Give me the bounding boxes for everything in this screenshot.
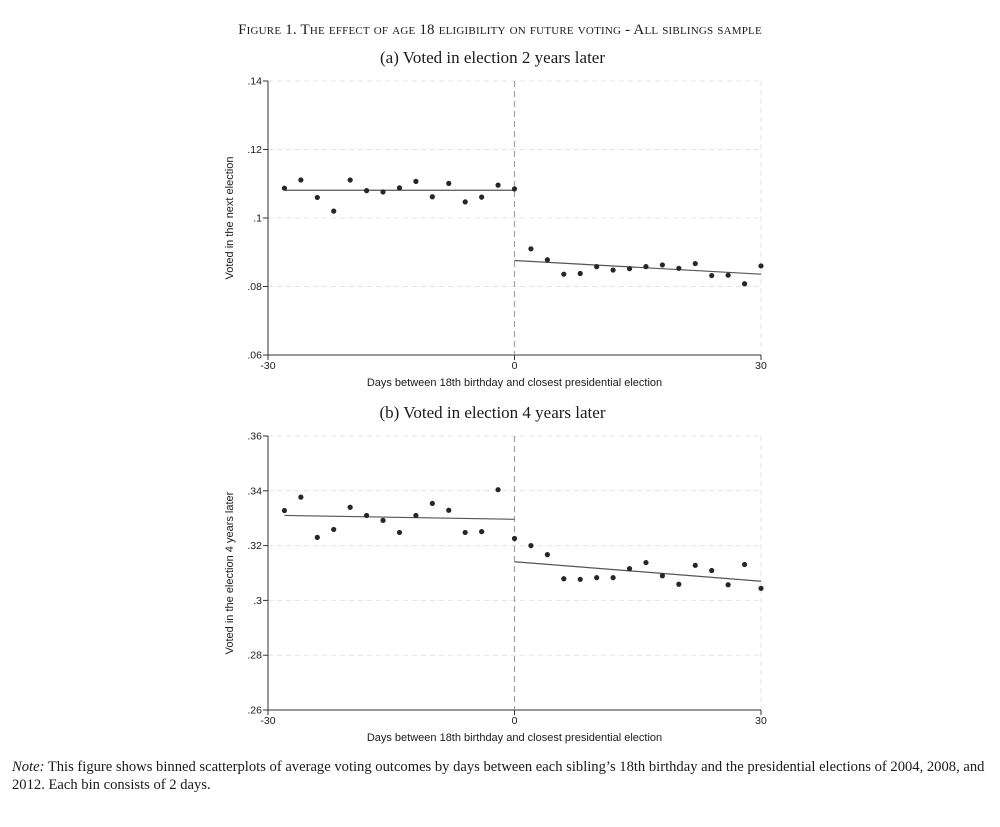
x-tick-label: -30 [260,360,276,372]
data-point [413,179,418,184]
x-tick-label: 0 [511,360,518,372]
data-point [611,575,616,580]
data-point [413,513,418,518]
data-point [512,186,517,191]
note-text: This figure shows binned scatterplots of average voting outcomes by days between each sibling’s 18th birthday and the presidential elections of 2004, 2008, and 2012. Each bin consists of 2 days. [12,759,985,793]
fit-line-right [515,562,762,581]
data-point [611,267,616,272]
y-tick-label: .26 [247,704,262,717]
x-tick-label: 30 [755,715,767,727]
data-point [561,272,566,277]
figure-title: Figure 1. The effect of age 18 eligibility on future voting - All siblings sample [238,22,762,38]
figure-note [12,758,987,794]
data-point [315,195,320,200]
data-point [430,194,435,199]
fit-line-left [284,515,514,519]
note-label: Note: [12,759,45,775]
y-tick-label: .32 [247,540,262,553]
data-point [298,495,303,500]
data-point [676,266,681,271]
y-tick-label: .12 [247,144,262,156]
data-point [331,527,336,532]
y-tick-label: .28 [247,649,262,662]
data-point [315,535,320,540]
data-point [380,518,385,523]
data-point [726,273,731,278]
data-point [627,566,632,571]
y-tick-label: .3 [253,594,262,607]
data-point [380,189,385,194]
data-point [643,264,648,269]
data-point [742,562,747,567]
data-point [643,560,648,565]
data-point [463,199,468,204]
x-tick-label: 0 [511,715,518,727]
y-axis-label: Voted in the election 4 years later [224,491,236,655]
y-tick-label: .1 [253,212,262,225]
data-point [495,487,500,492]
data-point [298,177,303,182]
data-point [364,513,369,518]
data-point [463,530,468,535]
data-point [758,586,763,591]
data-point [709,273,714,278]
x-axis-label: Days between 18th birthday and closest presidential election [366,732,663,744]
data-point [676,582,681,587]
data-point [282,186,287,191]
data-point [578,271,583,276]
data-point [545,257,550,262]
data-point [742,281,747,286]
data-point [397,185,402,190]
data-point [512,536,517,541]
data-point [331,209,336,214]
panel-b-title: (b) Voted in election 4 years later [379,403,606,422]
x-tick-label: 30 [755,360,767,372]
data-point [545,552,550,557]
y-tick-label: .34 [247,485,262,498]
data-point [430,501,435,506]
y-tick-label: .06 [247,349,262,362]
data-point [561,576,566,581]
panel-a-chart [0,70,1000,395]
x-tick-label: -30 [260,715,276,727]
data-point [397,530,402,535]
data-point [495,183,500,188]
panel-b-chart [0,425,1000,750]
data-point [446,181,451,186]
data-point [479,195,484,200]
data-point [282,508,287,513]
data-point [578,577,583,582]
data-point [348,177,353,182]
data-point [660,262,665,267]
y-tick-label: .14 [247,75,262,88]
data-point [709,568,714,573]
data-point [348,505,353,510]
x-axis-label: Days between 18th birthday and closest presidential election [366,377,663,389]
data-point [594,575,599,580]
y-tick-label: .08 [247,281,262,293]
y-tick-label: .36 [247,430,262,443]
data-point [693,563,698,568]
panel-a-title: (a) Voted in election 2 years later [379,48,605,67]
data-point [660,573,665,578]
data-point [726,582,731,587]
data-point [693,261,698,266]
data-point [364,188,369,193]
data-point [528,246,533,251]
y-axis-label: Voted in the next election [224,156,236,280]
data-point [627,266,632,271]
data-point [446,508,451,513]
fit-line-right [515,260,762,274]
data-point [594,264,599,269]
data-point [479,529,484,534]
data-point [528,543,533,548]
data-point [758,263,763,268]
